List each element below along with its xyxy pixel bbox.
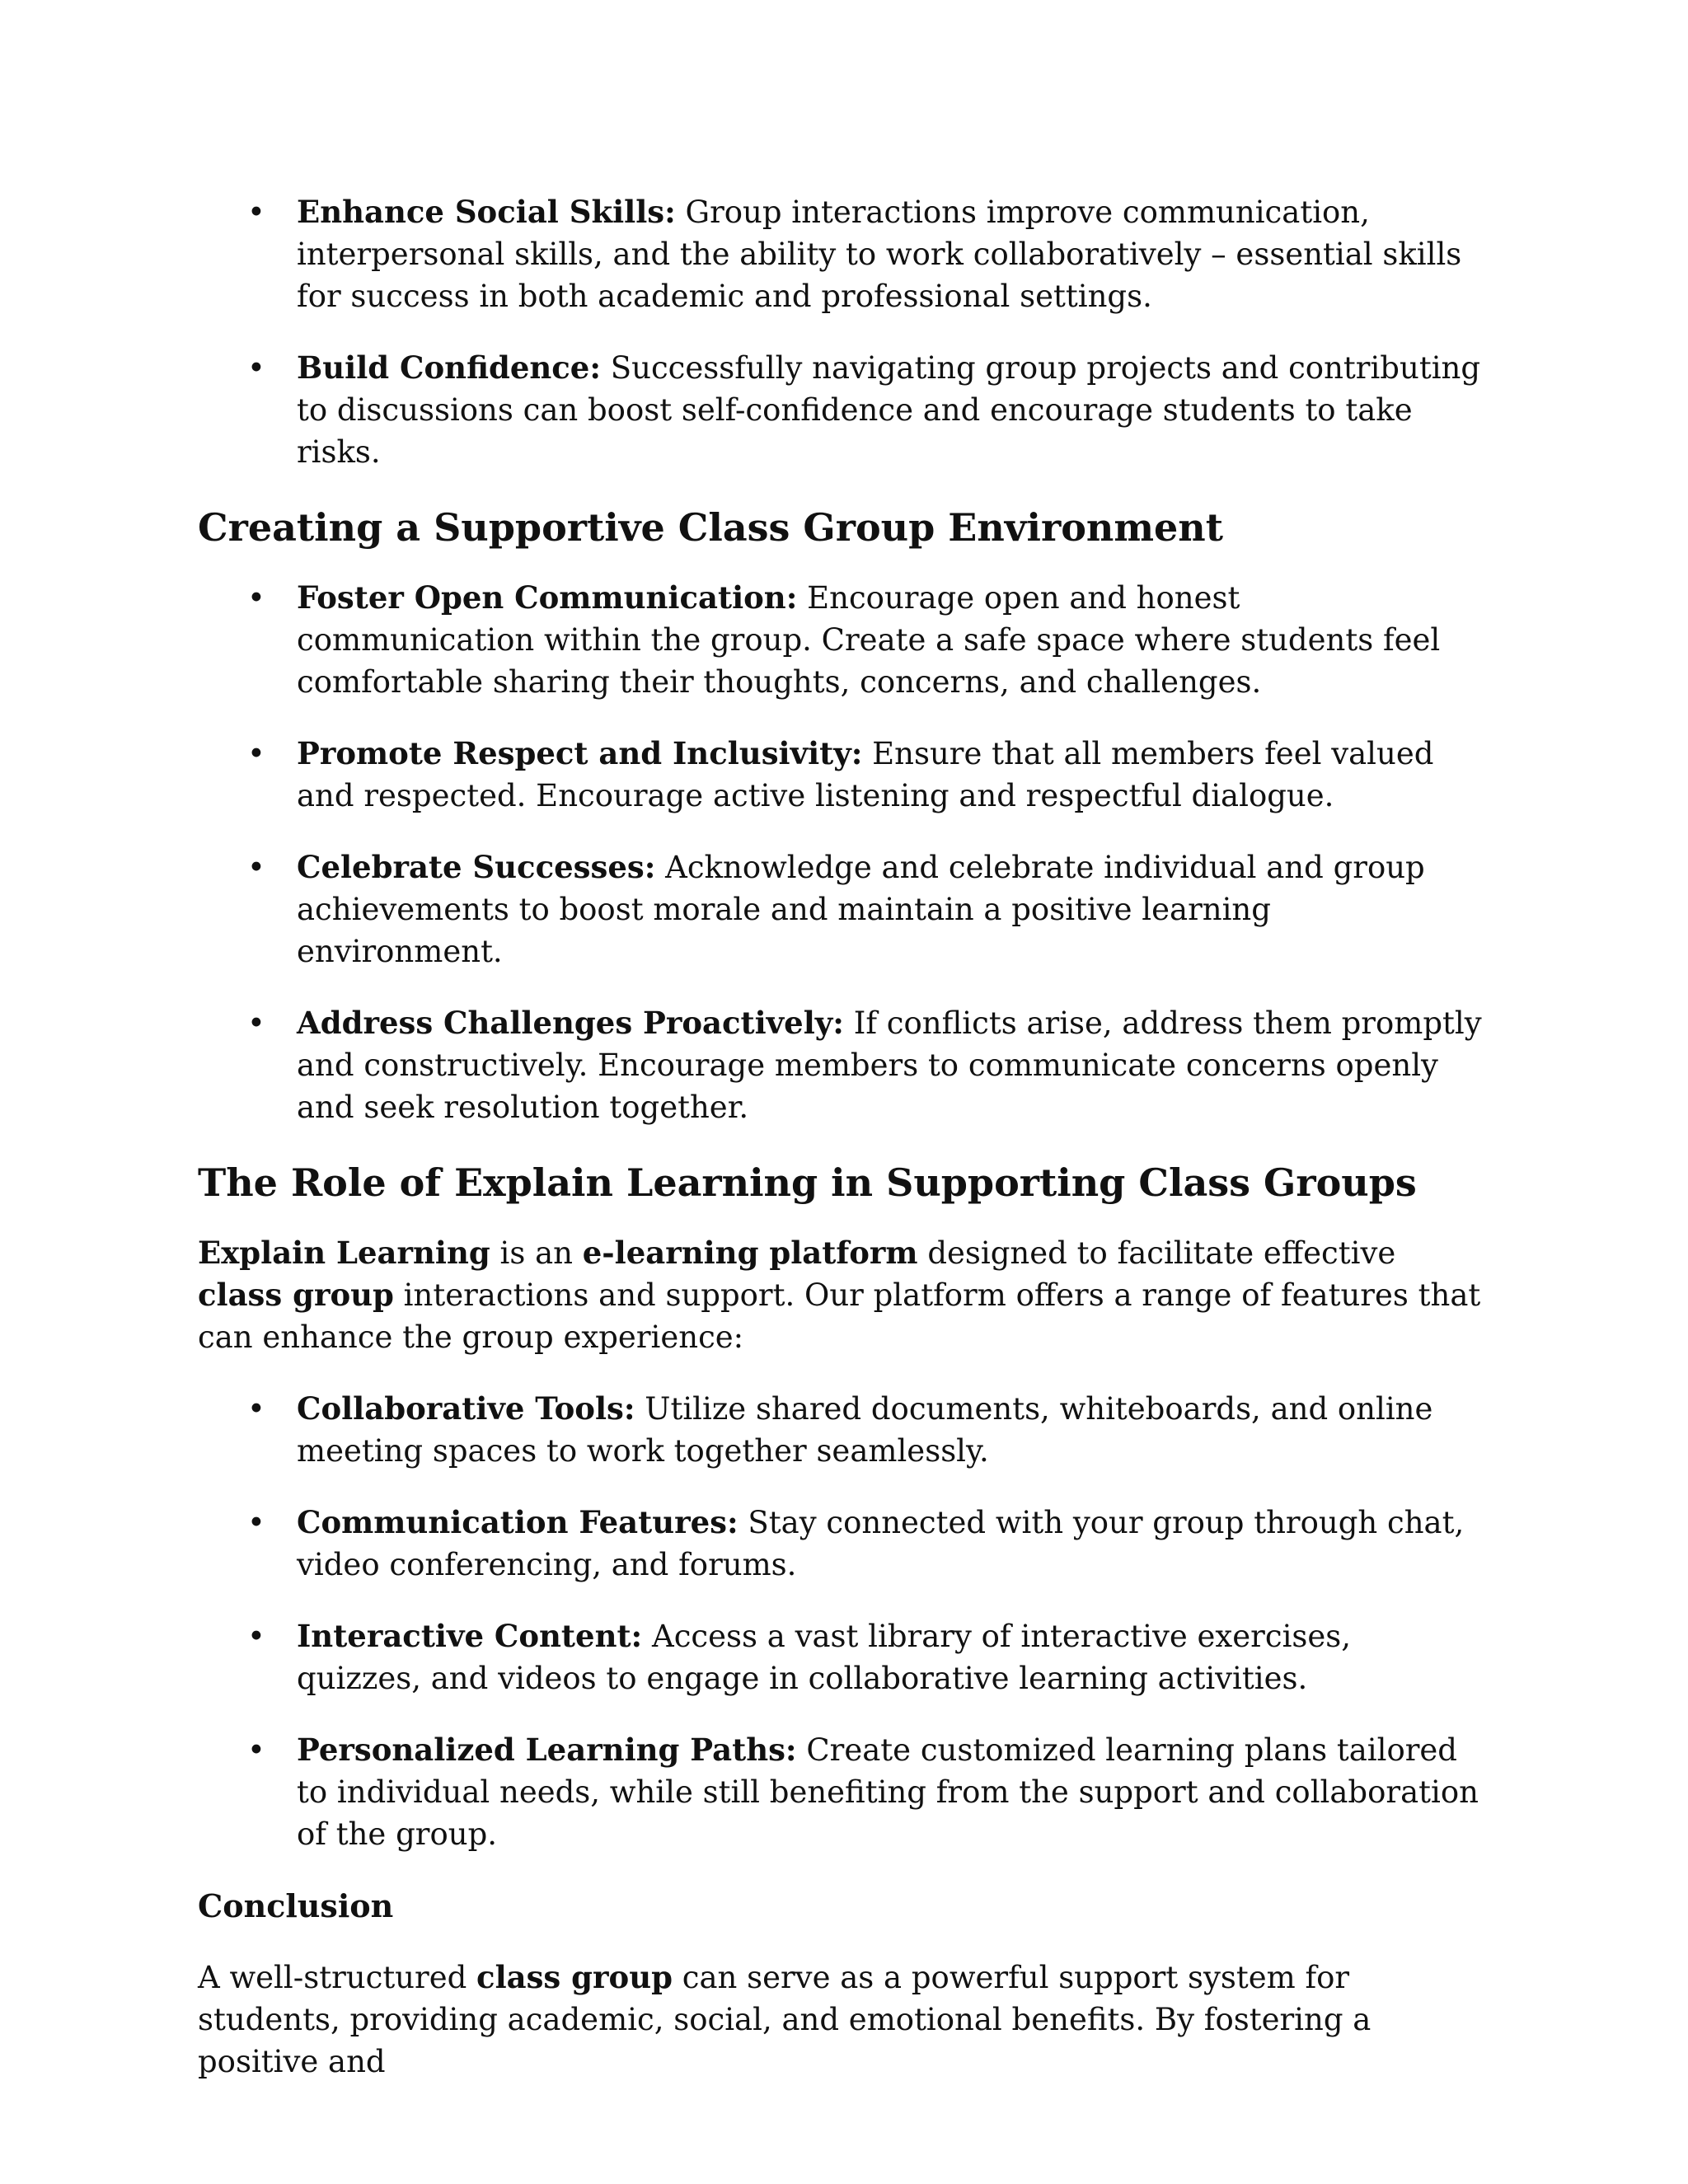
paragraph-text: A well-structured: [198, 1960, 477, 1995]
paragraph-text: is an: [490, 1235, 583, 1271]
paragraph-text: designed to facilitate effective: [917, 1235, 1396, 1271]
list-item-text: Ensure that all members feel valued and respected. Encourage active listening and respectful dialogue.: [297, 736, 1434, 813]
bullet-icon: •: [247, 1732, 265, 1768]
bullet-icon: •: [247, 850, 265, 885]
list-item-lead: Foster Open Communication:: [297, 579, 798, 616]
brand-name: Explain Learning: [198, 1235, 490, 1271]
list-item-lead: Enhance Social Skills:: [297, 194, 676, 230]
list-item: [198, 347, 1484, 473]
section-heading-explain-learning-role: The Role of Explain Learning in Supporting Class Groups: [198, 1160, 1417, 1205]
list-item-text: Successfully navigating group projects and contributing to discussions can boost self-confidence and encourage students to take risks.: [297, 350, 1481, 470]
bullet-icon: •: [247, 1005, 265, 1041]
list-item-text: Utilize shared documents, whiteboards, and online meeting spaces to work together seamlessly.: [297, 1391, 1433, 1469]
list-item: [198, 577, 1484, 703]
conclusion-paragraph: [198, 1957, 1484, 2083]
list-item: [198, 191, 1484, 317]
document-page: [198, 191, 1484, 2112]
paragraph-text: can serve as a powerful support system for students, providing academic, social, and emotional benefits. By fostering a positive and: [198, 1960, 1372, 2079]
intro-bullet-list: [198, 191, 1484, 473]
supportive-environment-list: [198, 577, 1484, 1128]
emphasis-text: class group: [476, 1959, 673, 1995]
emphasis-text: e-learning platform: [582, 1235, 918, 1271]
list-item: [198, 846, 1484, 972]
list-item-text: If conflicts arise, address them promptly and constructively. Encourage members to communicate concerns openly and seek resolution together.: [297, 1005, 1482, 1125]
list-item: [198, 1729, 1484, 1855]
list-item-text: Create customized learning plans tailored to individual needs, while still benefiting from the support and collaboration of the group.: [297, 1732, 1479, 1852]
list-item: [198, 1388, 1484, 1472]
conclusion-heading: Conclusion: [198, 1887, 394, 1924]
list-item: [198, 733, 1484, 817]
explain-learning-intro-paragraph: [198, 1232, 1484, 1358]
list-item-lead: Interactive Content:: [297, 1618, 643, 1654]
bullet-icon: •: [247, 1619, 265, 1654]
list-item: [198, 1502, 1484, 1586]
bullet-icon: •: [247, 736, 265, 771]
list-item-lead: Communication Features:: [297, 1504, 738, 1540]
bullet-icon: •: [247, 350, 265, 386]
list-item-text: Stay connected with your group through chat, video conferencing, and forums.: [297, 1505, 1465, 1582]
bullet-icon: •: [247, 1391, 265, 1427]
list-item-lead: Collaborative Tools:: [297, 1390, 635, 1427]
list-item-lead: Promote Respect and Inclusivity:: [297, 735, 863, 771]
list-item-lead: Personalized Learning Paths:: [297, 1732, 797, 1768]
paragraph-text: interactions and support. Our platform offers a range of features that can enhance the group experience:: [198, 1277, 1481, 1355]
list-item-text: Access a vast library of interactive exercises, quizzes, and videos to engage in collaborative learning activities.: [297, 1619, 1352, 1696]
bullet-icon: •: [247, 194, 265, 230]
list-item-lead: Build Confidence:: [297, 349, 602, 386]
list-item-text: Group interactions improve communication, interpersonal skills, and the ability to work collaboratively – essential skills for success in both academic and professional settings.: [297, 194, 1462, 314]
section-heading-supportive-environment: Creating a Supportive Class Group Environment: [198, 505, 1223, 550]
list-item: [198, 1615, 1484, 1699]
bullet-icon: •: [247, 1505, 265, 1540]
list-item-text: Acknowledge and celebrate individual and group achievements to boost morale and maintain a positive learning environment.: [297, 850, 1425, 969]
bullet-icon: •: [247, 580, 265, 616]
list-item-lead: Address Challenges Proactively:: [297, 1005, 844, 1041]
list-item-text: Encourage open and honest communication within the group. Create a safe space where students feel comfortable sharing their thoughts, concerns, and challenges.: [297, 580, 1441, 700]
emphasis-text: class group: [198, 1277, 394, 1313]
platform-features-list: [198, 1388, 1484, 1855]
list-item-lead: Celebrate Successes:: [297, 849, 656, 885]
list-item: [198, 1002, 1484, 1128]
